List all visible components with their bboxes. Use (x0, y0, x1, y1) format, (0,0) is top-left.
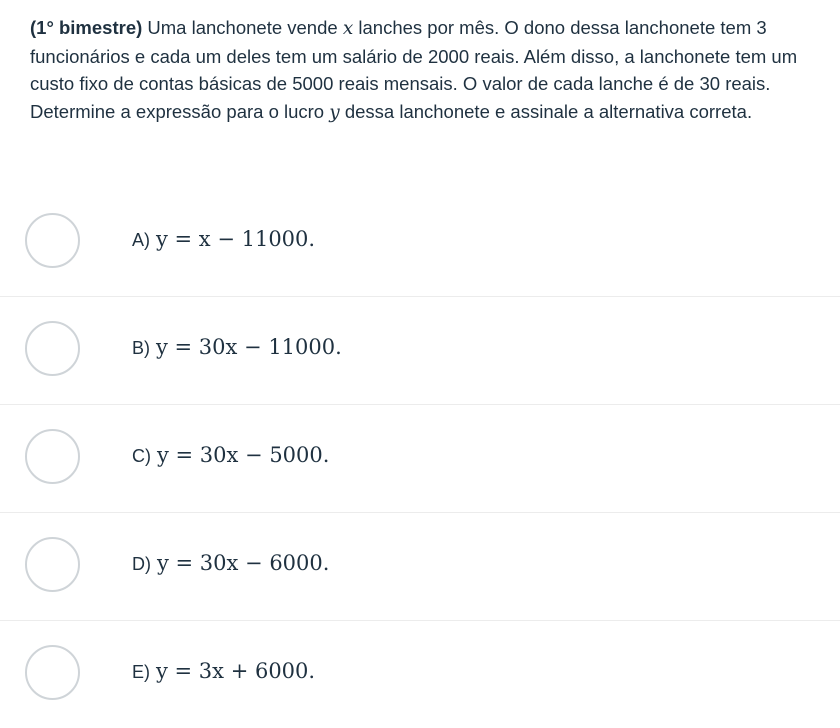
radio-button-a[interactable] (25, 213, 80, 268)
option-e-label (132, 659, 315, 683)
question-text-part-1: Uma lanchonete vende (142, 17, 343, 38)
question-text (30, 14, 825, 126)
question-prefix: (1° bimestre) (30, 17, 143, 38)
option-b-label (132, 335, 342, 359)
option-letter: D) (132, 554, 151, 574)
option-c[interactable] (0, 405, 840, 513)
option-expression: y = 30x − 6000. (157, 551, 330, 575)
option-expression: y = x − 11000. (156, 227, 316, 251)
option-letter: C) (132, 446, 151, 466)
option-letter: E) (132, 662, 150, 682)
question-text-part-2: lanches por mês. O dono dessa lanchonete tem 3 funcionários e cada um deles tem um salário de 2000 reais. Além disso, a lanchonete tem um custo fixo de contas básicas de 5000 reais mensais. O valor de cada lanche é de 30 reais. Determine a expressão para o lucro (30, 17, 798, 122)
option-a-label (132, 227, 315, 251)
option-expression: y = 3x + 6000. (156, 659, 316, 683)
question-text-part-3: dessa lanchonete e assinale a alternativa correta. (339, 100, 753, 122)
radio-button-b[interactable] (25, 321, 80, 376)
option-d-label (132, 551, 329, 575)
option-expression: y = 30x − 5000. (157, 443, 330, 467)
option-b[interactable] (0, 297, 840, 405)
variable-y: y (329, 101, 340, 123)
radio-button-d[interactable] (25, 537, 80, 592)
option-letter: B) (132, 338, 150, 358)
variable-x: x (342, 18, 354, 39)
option-d[interactable] (0, 513, 840, 621)
radio-button-e[interactable] (25, 645, 80, 700)
answer-options (0, 189, 840, 728)
radio-button-c[interactable] (25, 429, 80, 484)
option-expression: y = 30x − 11000. (156, 335, 342, 359)
option-a[interactable] (0, 189, 840, 297)
option-c-label (132, 443, 329, 467)
option-e[interactable] (0, 621, 840, 728)
option-letter: A) (132, 230, 150, 250)
